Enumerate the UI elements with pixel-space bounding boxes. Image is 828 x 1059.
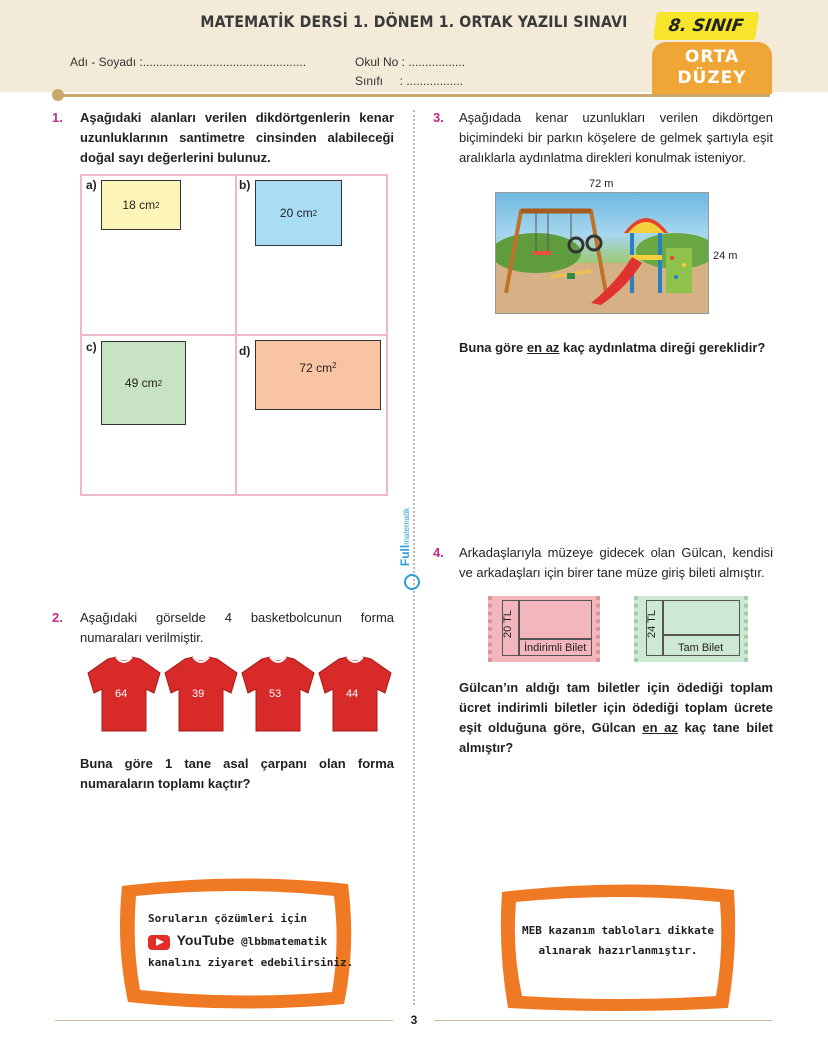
name-field: Adı - Soyadı :................................................. <box>70 55 307 69</box>
q4-question-pre: Gülcan’ın aldığı tam biletler için ödediği toplam ücret indirimli biletler için ödediği toplam ücrete eşit olduğuna göre, Gülcan <box>459 680 773 735</box>
q4-question-post: kaç tane bilet almıştır? <box>459 720 774 755</box>
ticket-discounted-label-line <box>518 638 592 640</box>
meb-info-box <box>498 880 738 1005</box>
jersey-1-number: 64 <box>115 688 128 700</box>
q1-cell-c-label: c) <box>86 340 97 354</box>
logo-sub: matematik <box>402 507 412 545</box>
grade-badge: 8. SINIF <box>653 12 759 40</box>
ticket-full-label-line <box>662 634 740 636</box>
q1-rect-b-area: 20 cm <box>279 206 313 220</box>
solutions-info-box <box>116 876 356 1001</box>
q1-rect-c-sup: 2 <box>157 378 163 388</box>
q1-rect-d <box>255 340 381 410</box>
ticket-discounted-label: İndirimli Bilet <box>524 642 587 654</box>
q1-rect-b-sup: 2 <box>312 208 318 218</box>
q1-cell-b-label: b) <box>239 178 251 192</box>
level-line-1: ORTA <box>684 47 740 67</box>
q4-text: Arkadaşlarıyla müzeye gidecek olan Gülcan, kendisi ve arkadaşları için birer tane müze giriş bileti almıştır. <box>459 545 773 580</box>
full-matematik-logo <box>398 507 428 600</box>
q2-question: Buna göre 1 tane asal çarpanı olan forma numaraların toplamı kaçtır? <box>80 756 394 791</box>
q1-text: Aşağıdaki alanları verilen dikdörtgenlerin kenar uzunluklarının santimetre cinsinden alabileceği doğal sayı değerlerini bulunuz. <box>80 110 394 165</box>
playground-illustration <box>496 193 709 314</box>
logo-text <box>398 508 412 566</box>
solutions-line-1: Soruların çözümleri için <box>148 912 307 925</box>
ticket-full-label: Tam Bilet <box>678 642 724 654</box>
q3-question-pre: Buna göre <box>459 340 527 355</box>
school-number-field: Okul No : ................. <box>355 55 466 69</box>
header-rule <box>58 94 770 97</box>
ticket-full-price: 24 TL <box>645 610 658 638</box>
q1-rect-a-sup: 2 <box>155 200 160 210</box>
jersey-3-number: 53 <box>269 688 282 700</box>
q1-cell-a-label: a) <box>86 178 97 192</box>
footer-rule-left <box>55 1020 393 1021</box>
q4-question <box>459 678 773 758</box>
q1-rect-a <box>101 180 181 230</box>
meb-line-2: alınarak hazırlanmıştır. <box>538 944 698 957</box>
header-rule-dot <box>52 89 64 101</box>
park-width-label: 72 m <box>589 178 614 190</box>
youtube-line <box>148 932 327 950</box>
grid-divider-h <box>82 334 386 336</box>
check-circle-icon <box>404 574 420 590</box>
meb-line-1: MEB kazanım tabloları dikkate <box>521 924 715 937</box>
q3-question <box>459 338 779 358</box>
q1-rect-c-area: 49 cm <box>124 376 158 390</box>
youtube-handle: @lbbmatematik <box>241 935 328 948</box>
q3-number: 3. <box>433 110 444 125</box>
ticket-discounted <box>488 596 600 662</box>
park-image <box>495 192 709 314</box>
level-line-2: DÜZEY <box>677 68 747 88</box>
q1-number: 1. <box>52 110 63 125</box>
q4-question-emph: en az <box>642 720 678 735</box>
ticket-full-stub-line <box>662 600 664 656</box>
ticket-discounted-price: 20 TL <box>501 610 514 638</box>
q1-rect-d-area: 72 cm <box>299 361 333 375</box>
jersey-4-number: 44 <box>346 688 359 700</box>
logo-brand: Full <box>398 544 413 567</box>
q1-rect-d-sup: 2 <box>332 361 337 370</box>
youtube-wordmark: YouTube <box>176 932 235 948</box>
q2-number: 2. <box>52 610 63 625</box>
q1-rect-c <box>101 341 186 425</box>
exam-title: MATEMATİK DERSİ 1. DÖNEM 1. ORTAK YAZILI SINAVI <box>200 12 628 31</box>
q3-question-post: kaç aydınlatma direği gereklidir? <box>559 340 766 355</box>
q2-text: Aşağıdaki görselde 4 basketbolcunun forma numaraları verilmiştir. <box>80 610 394 645</box>
footer-rule-right <box>434 1020 772 1021</box>
q2-jerseys <box>86 655 392 735</box>
class-field: Sınıfı : ................. <box>355 74 464 88</box>
ticket-full <box>634 596 748 662</box>
youtube-play-icon <box>148 935 170 950</box>
jersey-2-number: 39 <box>192 688 205 700</box>
q3-question-emph: en az <box>526 340 560 355</box>
q1-rect-a-area: 18 cm <box>122 198 156 212</box>
solutions-line-3: kanalını ziyaret edebilirsiniz. <box>148 956 354 969</box>
q1-rect-b <box>255 180 342 246</box>
q1-cell-d-label: d) <box>239 344 251 358</box>
q4-number: 4. <box>433 545 444 560</box>
level-badge <box>652 42 772 94</box>
page-number: 3 <box>410 1013 418 1027</box>
q3-text: Aşağıdada kenar uzunlukları verilen dikdörtgen biçimindeki bir parkın köşelere de gelmek şartıyla eşit aralıklarla aydınlatma direkleri konulmak isteniyor. <box>459 110 773 165</box>
ticket-discounted-stub-line <box>518 600 520 656</box>
park-height-label: 24 m <box>713 250 738 262</box>
